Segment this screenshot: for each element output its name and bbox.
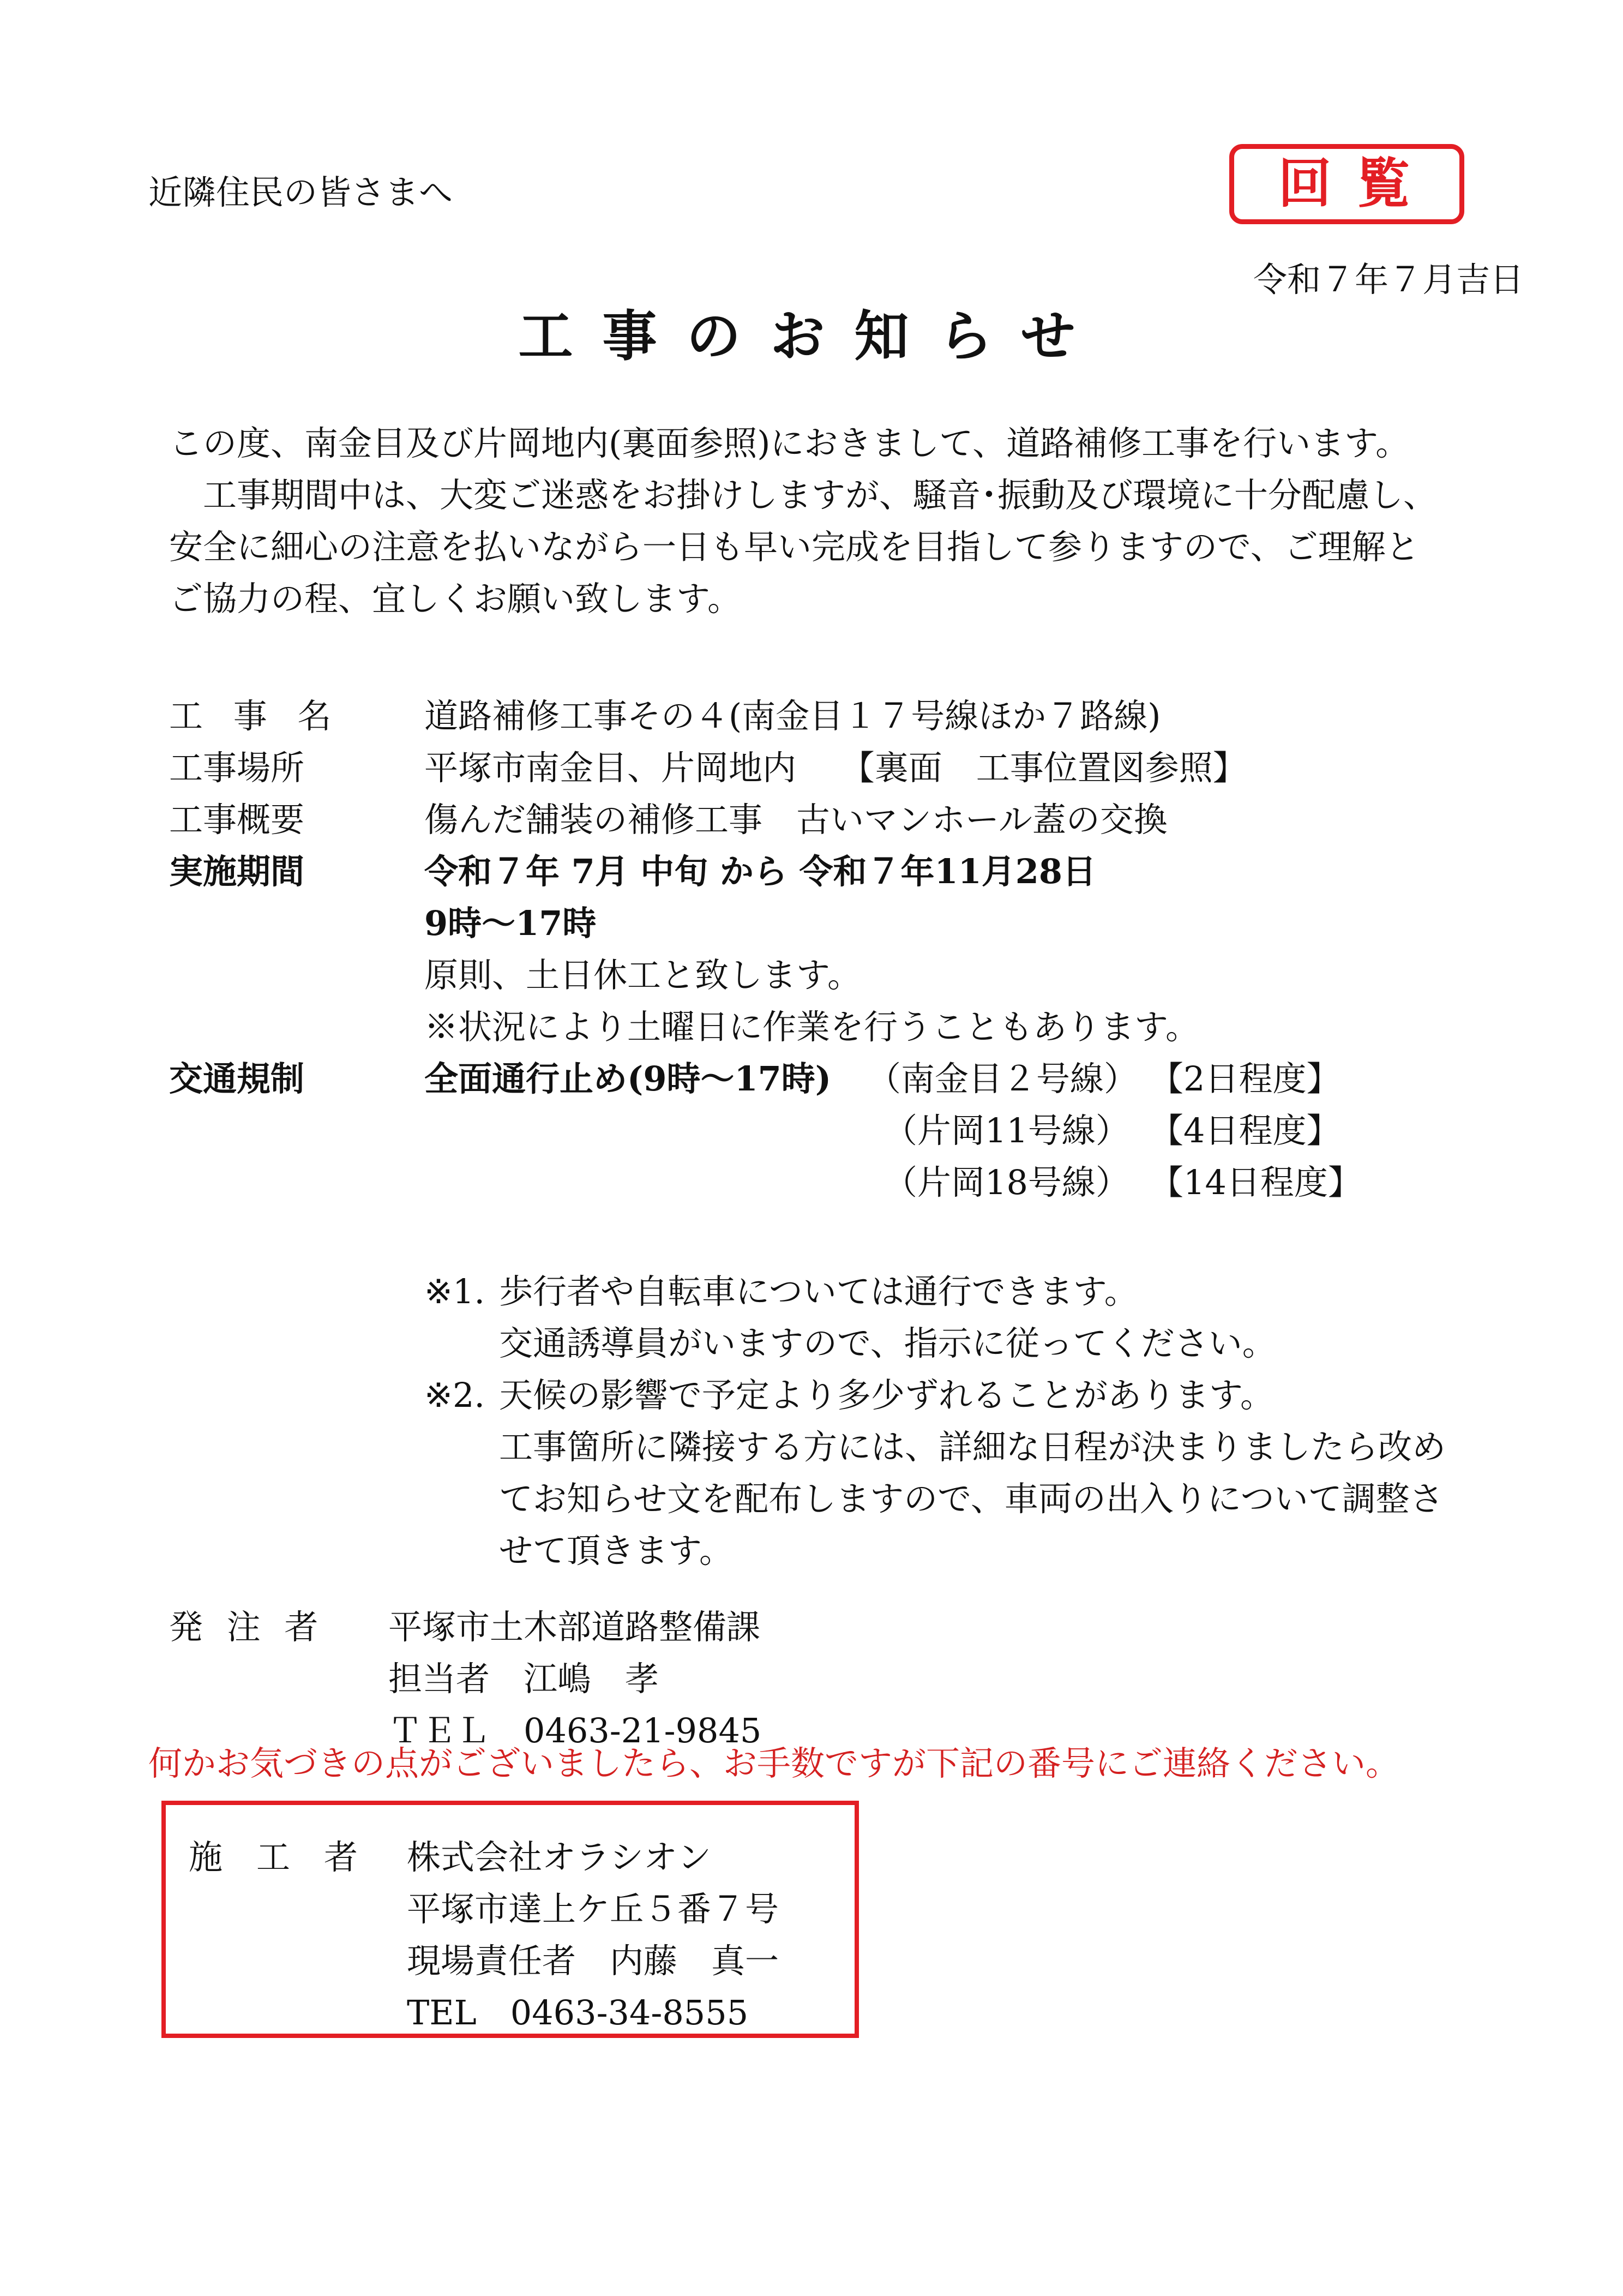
note-marker: ※1. <box>424 1272 485 1311</box>
detail-label-location: 工事場所 <box>169 748 305 788</box>
detail-label-period: 実施期間 <box>169 852 305 891</box>
detail-period-holiday: 原則、土日休工と致します。 <box>424 955 862 995</box>
detail-value-summary: 傷んだ舗装の補修工事 古いマンホール蓋の交換 <box>424 800 1168 840</box>
traffic-route: （南金目２号線） <box>867 1059 1138 1099</box>
contractor-label: 施 工 者 <box>189 1837 358 1877</box>
recipient: 近隣住民の皆さまへ <box>148 172 453 212</box>
traffic-route: （片岡11号線） <box>883 1111 1129 1150</box>
contractor-phone: TEL 0463-34-8555 <box>407 1993 749 2033</box>
note-marker: ※2. <box>424 1375 485 1415</box>
traffic-route: （片岡18号線） <box>883 1162 1129 1202</box>
detail-period-hours: 9時～17時 <box>424 903 597 943</box>
note-line: 天候の影響で予定より多少ずれることがあります。 <box>499 1375 1275 1415</box>
issue-date: 令和７年７月吉日 <box>1253 260 1524 299</box>
detail-value-period: 令和７年 7月 中旬 から 令和７年11月28日 <box>424 852 1097 891</box>
detail-value-name: 道路補修工事その４(南金目１７号線ほか７路線) <box>424 696 1161 736</box>
orderer-label: 発 注 者 <box>169 1607 325 1647</box>
detail-value-location: 平塚市南金目、片岡地内 【裏面 工事位置図参照】 <box>424 748 1247 788</box>
circulation-stamp: 回覧 <box>1229 144 1464 224</box>
contractor-manager: 現場責任者 内藤 真一 <box>407 1941 779 1981</box>
detail-label-traffic: 交通規制 <box>169 1059 305 1099</box>
traffic-duration: 【2日程度】 <box>1150 1059 1341 1099</box>
page-title: 工事のお知らせ <box>518 304 1105 368</box>
contractor-company: 株式会社オラシオン <box>407 1837 712 1877</box>
note-line: 工事箇所に隣接する方には、詳細な日程が決まりましたら改め <box>499 1427 1446 1467</box>
note-line: せて頂きます。 <box>499 1531 734 1570</box>
detail-label-summary: 工事概要 <box>169 800 305 840</box>
detail-label-name: 工 事 名 <box>169 696 341 736</box>
intro-line: 工事期間中は、大変ご迷惑をお掛けしますが、騒音･振動及び環境に十分配慮し、 <box>169 475 1438 515</box>
contractor-address: 平塚市達上ケ丘５番７号 <box>407 1889 779 1929</box>
detail-period-note: ※状況により土曜日に作業を行うこともあります。 <box>424 1007 1200 1047</box>
intro-line: この度、南金目及び片岡地内(裏面参照)におきまして、道路補修工事を行います。 <box>169 423 1410 463</box>
note-line: 歩行者や自転車については通行できます。 <box>499 1272 1138 1311</box>
detail-traffic-main: 全面通行止め(9時～17時) <box>424 1059 832 1099</box>
note-line: てお知らせ文を配布しますので、車両の出入りについて調整さ <box>499 1479 1444 1519</box>
intro-line: ご協力の程、宜しくお願い致します。 <box>169 579 742 619</box>
intro-line: 安全に細心の注意を払いながら一日も早い完成を目指して参りますので、ご理解と <box>169 527 1420 567</box>
orderer-phone: ＴＥＬ 0463-21-9845 <box>388 1711 762 1751</box>
contact-notice: 何かお気づきの点がございましたら、お手数ですが下記の番号にご連絡ください。 <box>148 1743 1400 1783</box>
orderer-person: 担当者 江嶋 孝 <box>388 1659 659 1699</box>
note-line: 交通誘導員がいますので、指示に従ってください。 <box>499 1323 1276 1363</box>
traffic-duration: 【4日程度】 <box>1150 1111 1341 1150</box>
traffic-duration: 【14日程度】 <box>1150 1162 1362 1202</box>
orderer-organization: 平塚市土木部道路整備課 <box>388 1607 761 1647</box>
